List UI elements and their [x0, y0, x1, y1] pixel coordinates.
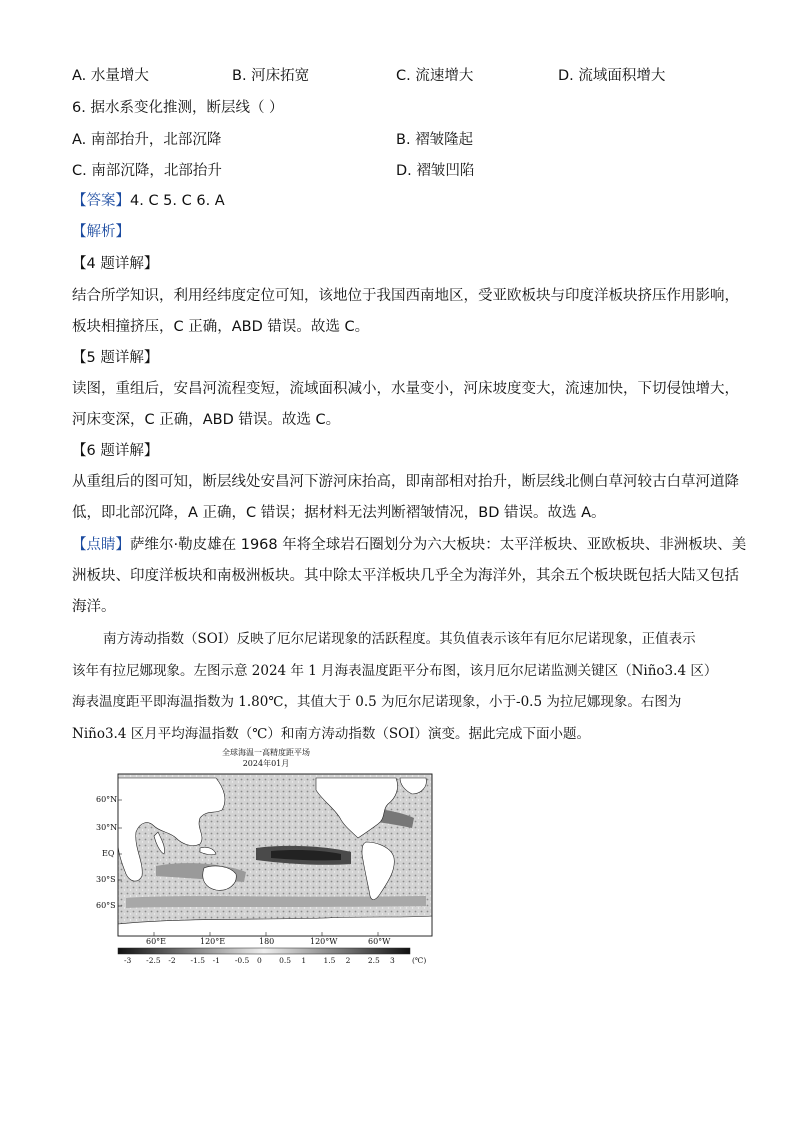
colorbar-tick-label: 1.5: [323, 956, 336, 965]
lon-label-120w: 120°W: [310, 937, 338, 946]
dianjing-line2: 洲板块、印度洋板块和南极洲板块。其中除太平洋板块几乎全为海洋外，其余五个板块既包括大陆又包括: [72, 568, 739, 584]
colorbar-ticks: [96, 956, 436, 968]
colorbar-tick-label: 2.5: [367, 956, 380, 965]
detail6-line1: 从重组后的图可知，断层线处安昌河下游河床抬高，即南部相对抬升，断层线北侧白草河较古白草河道降: [72, 474, 739, 490]
detail6-tag: 【6 题详解】: [72, 443, 159, 459]
q5-option-a: A. 水量增大: [72, 68, 149, 84]
colorbar-tick-label: 3: [390, 956, 395, 965]
lon-label-60w: 60°W: [368, 937, 391, 946]
passage-line2: 该年有拉尼娜现象。左图示意 2024 年 1 月海表温度距平分布图，该月厄尔尼诺监测关键区（Niño3.4 区）: [72, 663, 718, 679]
q6-stem: 6. 据水系变化推测，断层线（ ）: [72, 100, 284, 116]
lat-label-60s: 60°S: [96, 901, 116, 910]
q6-option-d: D. 褶皱凹陷: [396, 163, 475, 179]
colorbar-tick-label: -2: [168, 956, 176, 965]
q5-option-d: D. 流域面积增大: [558, 68, 666, 84]
answer-tag: 【答案】: [72, 193, 130, 209]
colorbar-unit: (℃): [412, 956, 427, 965]
map-subtitle: 2024年01月: [242, 759, 290, 768]
q5-option-c: C. 流速增大: [396, 68, 474, 84]
colorbar-tick-label: -2.5: [146, 956, 161, 965]
lat-label-eq: EQ: [102, 849, 115, 858]
answer-line: [72, 191, 225, 211]
map-title: 全球海温一高精度距平场: [222, 748, 310, 757]
lon-label-120e: 120°E: [200, 937, 226, 946]
colorbar-tick-label: -1.5: [190, 956, 205, 965]
lat-label-30n: 30°N: [96, 823, 118, 832]
detail5-tag: 【5 题详解】: [72, 350, 159, 366]
lon-label-60e: 60°E: [146, 937, 167, 946]
detail5-line2: 河床变深，C 正确，ABD 错误。故选 C。: [72, 412, 341, 428]
analysis-tag: 【解析】: [72, 224, 130, 240]
colorbar-tick-label: 0: [257, 956, 262, 965]
passage-line4: Niño3.4 区月平均海温指数（℃）和南方涛动指数（SOI）演变。据此完成下面小题。: [72, 726, 590, 742]
dianjing-line3: 海洋。: [72, 599, 116, 615]
colorbar-tick-label: -1: [212, 956, 220, 965]
lon-label-180: 180: [259, 937, 275, 946]
detail4-line1: 结合所学知识，利用经纬度定位可知，该地位于我国西南地区，受亚欧板块与印度洋板块挤压作用影响，: [72, 288, 739, 304]
detail5-line1: 读图，重组后，安昌河流程变短，流域面积减小，水量变小，河床坡度变大，流速加快，下切侵蚀增大，: [72, 381, 739, 397]
colorbar-tick-label: -0.5: [234, 956, 250, 965]
q5-option-b: B. 河床拓宽: [232, 68, 310, 84]
answer-text: 4. C 5. C 6. A: [130, 193, 225, 209]
q6-option-a: A. 南部抬升，北部沉降: [72, 132, 222, 148]
colorbar-tick-label: -3: [124, 956, 132, 965]
lat-label-60n: 60°N: [96, 795, 118, 804]
colorbar-tick-label: 0.5: [279, 956, 292, 965]
dianjing-tag: 【点睛】: [72, 537, 130, 553]
passage-line1: 南方涛动指数（SOI）反映了厄尔尼诺现象的活跃程度。其负值表示该年有厄尔尼诺现象，正值表示: [103, 631, 696, 647]
sst-anomaly-map-figure: [96, 748, 436, 973]
detail4-line2: 板块相撞挤压，C 正确，ABD 错误。故选 C。: [72, 319, 370, 335]
detail6-line2: 低，即北部沉降，A 正确，C 错误；据材料无法判断褶皱情况，BD 错误。故选 A。: [72, 505, 606, 521]
q6-option-b: B. 褶皱隆起: [396, 132, 474, 148]
passage-line3: 海表温度距平即海温指数为 1.80℃，其值大于 0.5 为厄尔尼诺现象，小于-0.5 为拉尼娜现象。右图为: [72, 694, 682, 710]
lat-label-30s: 30°S: [96, 875, 116, 884]
detail4-tag: 【4 题详解】: [72, 256, 159, 272]
dianjing-line1: [72, 535, 746, 555]
q6-option-c: C. 南部沉降，北部抬升: [72, 163, 222, 179]
colorbar-tick-label: 1: [301, 956, 307, 965]
colorbar-tick-label: 2: [345, 956, 351, 965]
dianjing-text1: 萨维尔·勒皮雄在 1968 年将全球岩石圈划分为六大板块：太平洋板块、亚欧板块、非洲板块、美: [130, 537, 747, 553]
